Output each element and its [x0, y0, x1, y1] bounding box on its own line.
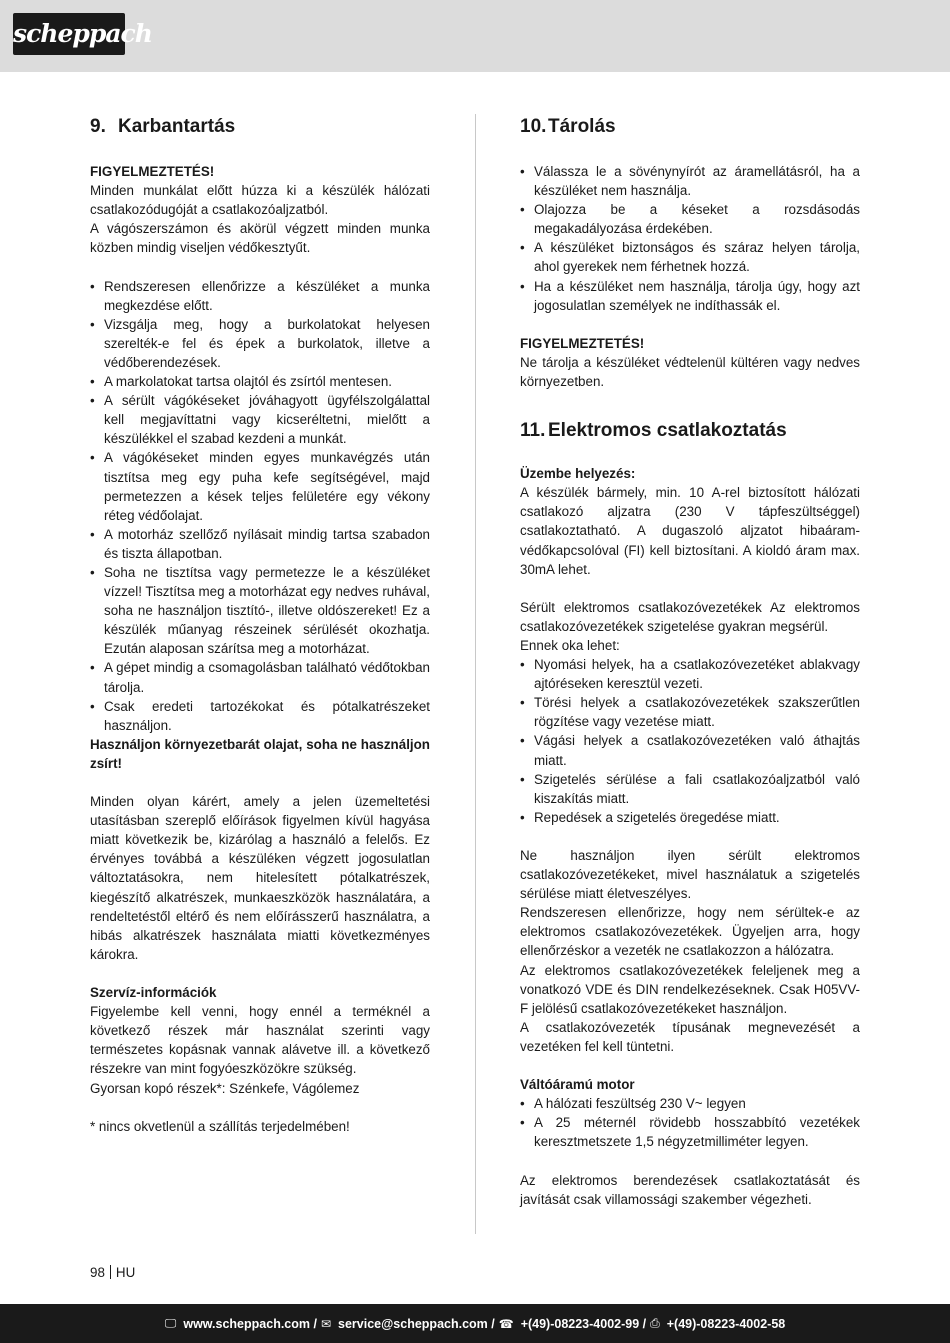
scheppach-logo: scheppach	[13, 13, 125, 55]
footer-fax: +(49)-08223-4002-58	[666, 1316, 786, 1331]
wear-parts-text: Gyorsan kopó részek*: Szénkefe, Vágólemez	[90, 1080, 360, 1096]
list-item: • Ha a készüléket nem használja, tárolja úgy, hogy azt jogosulatlan személyek ne indíthassák el.	[520, 278, 860, 313]
final-text: Az elektromos berendezések csatlakoztatását és javítását csak villamossági szakember végezheti.	[520, 1172, 860, 1207]
oil-note: Használjon környezetbarát olajat, soha ne használjon zsírt!	[90, 736, 430, 771]
service-text: Figyelembe kell venni, hogy ennél a terméknél a következő részek már használat szerinti vagy természetes kopásnak vannak alávetve ill. a következő részekre van mint fogyóeszközökre szükség.	[90, 1004, 430, 1077]
list-item: • A markolatokat tartsa olajtól és zsírtól mentesen.	[90, 374, 393, 390]
section-title: Tárolás	[548, 116, 616, 137]
list-item: • A 25 méternél rövidebb hosszabbító vezetékek keresztmetszete 1,5 négyzetmilliméter legyen.	[520, 1115, 860, 1150]
list-item: • A sérült vágókéseket jóváhagyott ügyfélszolgálattal kell megjavíttatni vagy kicseréltetni, mielőtt a készülékkel el szabad kezdeni a munkát.	[90, 393, 430, 447]
fax-icon: ⎙	[650, 1316, 660, 1330]
list-item: • A készüléket biztonságos és száraz helyen tárolja, ahol gyerekek nem férhetnek hozzá.	[520, 240, 860, 275]
cause-intro: Ennek oka lehet:	[520, 637, 620, 653]
liability-text: Minden olyan kárért, amely a jelen üzemeltetési utasításban szereplő előírások figyelmen kívül hagyása miatt következik be, kizárólag a használó a felelős. Ez érvényes továbbá a készüléken végzett jogosulatlan változtatásokra, nem hitelesített pótalkatrészek, kiegészítő alkatrészek, munkaeszközök használatára, a rendeltetéstől eltérő és nem előírásszerű használatra, a hibás alkatrészek használata miatti következményes károkra.	[90, 794, 430, 962]
page-number	[90, 1265, 135, 1280]
list-item: • Törési helyek a csatlakozóvezetékek szakszerűtlen rögzítése vagy vezetése miatt.	[520, 695, 860, 730]
list-item: • Szigetelés sérülése a fali csatlakozóaljzatból való kiszakítás miatt.	[520, 771, 860, 806]
footer-web[interactable]: www.scheppach.com /	[183, 1316, 317, 1331]
startup-text: A készülék bármely, min. 10 A-rel biztosított hálózati csatlakozó aljzatra (230 V tápfeszültséggel) csatlakoztatható. A dugaszoló aljzatot hibaáram-védőkapcsolóval (FI) kell biztosítani. A kioldó áram max. 30mA lehet.	[520, 485, 860, 577]
warning-label: FIGYELMEZTETÉS!	[520, 335, 645, 351]
list-item: • A motorház szellőző nyílásait mindig tartsa szabadon és tiszta állapotban.	[90, 526, 430, 561]
list-item: • Vizsgálja meg, hogy a burkolatokat helyesen szerelték-e fel és épek a burkolatok, illetve a védőberendezések.	[90, 316, 430, 370]
footer-email[interactable]: service@scheppach.com /	[338, 1316, 495, 1331]
ac-motor-list	[520, 1094, 860, 1151]
list-item: • A hálózati feszültség 230 V~ legyen	[520, 1096, 746, 1112]
header-bar	[0, 0, 950, 72]
list-item: • Repedések a szigetelés öregedése miatt.	[520, 809, 780, 825]
cause-list	[520, 655, 860, 827]
dont-use-text: Ne használjon ilyen sérült elektromos csatlakozóvezetékeket, mivel használatuk a szigetelés sérülése miatt életveszélyes.	[520, 848, 860, 902]
warning-line: Minden munkálat előtt húzza ki a készülék hálózati csatlakozódugóját a csatlakozóaljzatból.	[90, 183, 430, 218]
section-title: Elektromos csatlakoztatás	[548, 420, 787, 442]
list-item: • Soha ne tisztítsa vagy permetezze le a készüléket vízzel! Tisztítsa meg a motorházat egy nedves ruhával, soha ne használjon tisztító-, illetve oldószereket! Ez a készülék műanyag részeinek sérülését okozhatja. Ezután alaposan szárítsa meg a motorházat.	[90, 564, 430, 657]
storage-list	[520, 162, 860, 315]
envelope-icon: ✉	[320, 1316, 332, 1331]
page-language: HU	[115, 1265, 136, 1280]
monitor-icon: 🖵	[164, 1316, 177, 1330]
footer-phone: +(49)-08223-4002-99 /	[520, 1316, 647, 1331]
footer-bar	[0, 1304, 950, 1343]
list-item: • Válassza le a sövénynyírót az áramellátásról, ha a készüléket nem használja.	[520, 164, 860, 199]
ac-motor-label: Váltóáramú motor	[520, 1077, 635, 1093]
warning-label: FIGYELMEZTETÉS!	[90, 164, 215, 179]
list-item: • Olajozza be a késeket a rozsdásodás megakadályozása érdekében.	[520, 202, 860, 237]
left-column	[90, 114, 430, 1136]
section-10-heading	[520, 114, 860, 140]
maintenance-list	[90, 277, 430, 735]
list-item: • A vágókéseket minden egyes munkavégzés után tisztítsa meg egy puha kefe segítségével, majd permetezzen a kések teljes felületére egy vékony réteg védőolajat.	[90, 450, 430, 523]
vde-text: Az elektromos csatlakozóvezetékek feleljenek meg a vonatkozó VDE és DIN rendelkezéseknek. Csak H05VV-F jelölésű csatlakozóvezetékeket használjon.	[520, 962, 860, 1016]
section-number: 10.	[520, 116, 547, 137]
warning-text: Ne tárolja a készüléket védtelenül kültéren vagy nedves környezetben.	[520, 354, 860, 390]
list-item: • A gépet mindig a csomagolásban található védőtokban tárolja.	[90, 660, 430, 695]
list-item: • Csak eredeti tartozékokat és pótalkatrészeket használjon.	[90, 698, 430, 733]
damaged-cable-text: Sérült elektromos csatlakozóvezetékek Az elektromos csatlakozóvezetékek szigetelése gyakran megsérül.	[520, 599, 860, 634]
footnote-text: * nincs okvetlenül a szállítás terjedelmében!	[90, 1118, 350, 1134]
section-9-heading	[90, 114, 430, 140]
list-item: • Rendszeresen ellenőrizze a készüléket a munka megkezdése előtt.	[90, 278, 430, 313]
page-number-value: 98	[90, 1265, 105, 1280]
right-column	[520, 114, 860, 1209]
startup-label: Üzembe helyezés:	[520, 466, 636, 482]
section-number: 11.	[520, 420, 546, 442]
list-item: • Vágási helyek a csatlakozóvezetéken való áthajtás miatt.	[520, 733, 860, 768]
list-item: • Nyomási helyek, ha a csatlakozóvezetéket ablakvagy ajtóréseken keresztül vezeti.	[520, 657, 860, 692]
check-text: Rendszeresen ellenőrizze, hogy nem sérültek-e az elektromos csatlakozóvezetékek. Ügyeljen arra, hogy ellenőrzéskor a vezeték ne csatlakozzon a hálózatra.	[520, 905, 860, 959]
section-number: 9.	[90, 116, 106, 137]
phone-icon: ☎	[498, 1316, 514, 1331]
column-divider	[475, 114, 476, 1234]
section-title: Karbantartás	[118, 116, 236, 137]
section-11-heading	[520, 418, 860, 444]
warning-line: A vágószerszámon és akörül végzett minden munka közben mindig viseljen védőkesztyűt.	[90, 221, 430, 256]
service-label: Szervíz-információk	[90, 985, 217, 1001]
type-text: A csatlakozóvezeték típusának megnevezését a vezetéken fel kell tüntetni.	[520, 1019, 860, 1054]
